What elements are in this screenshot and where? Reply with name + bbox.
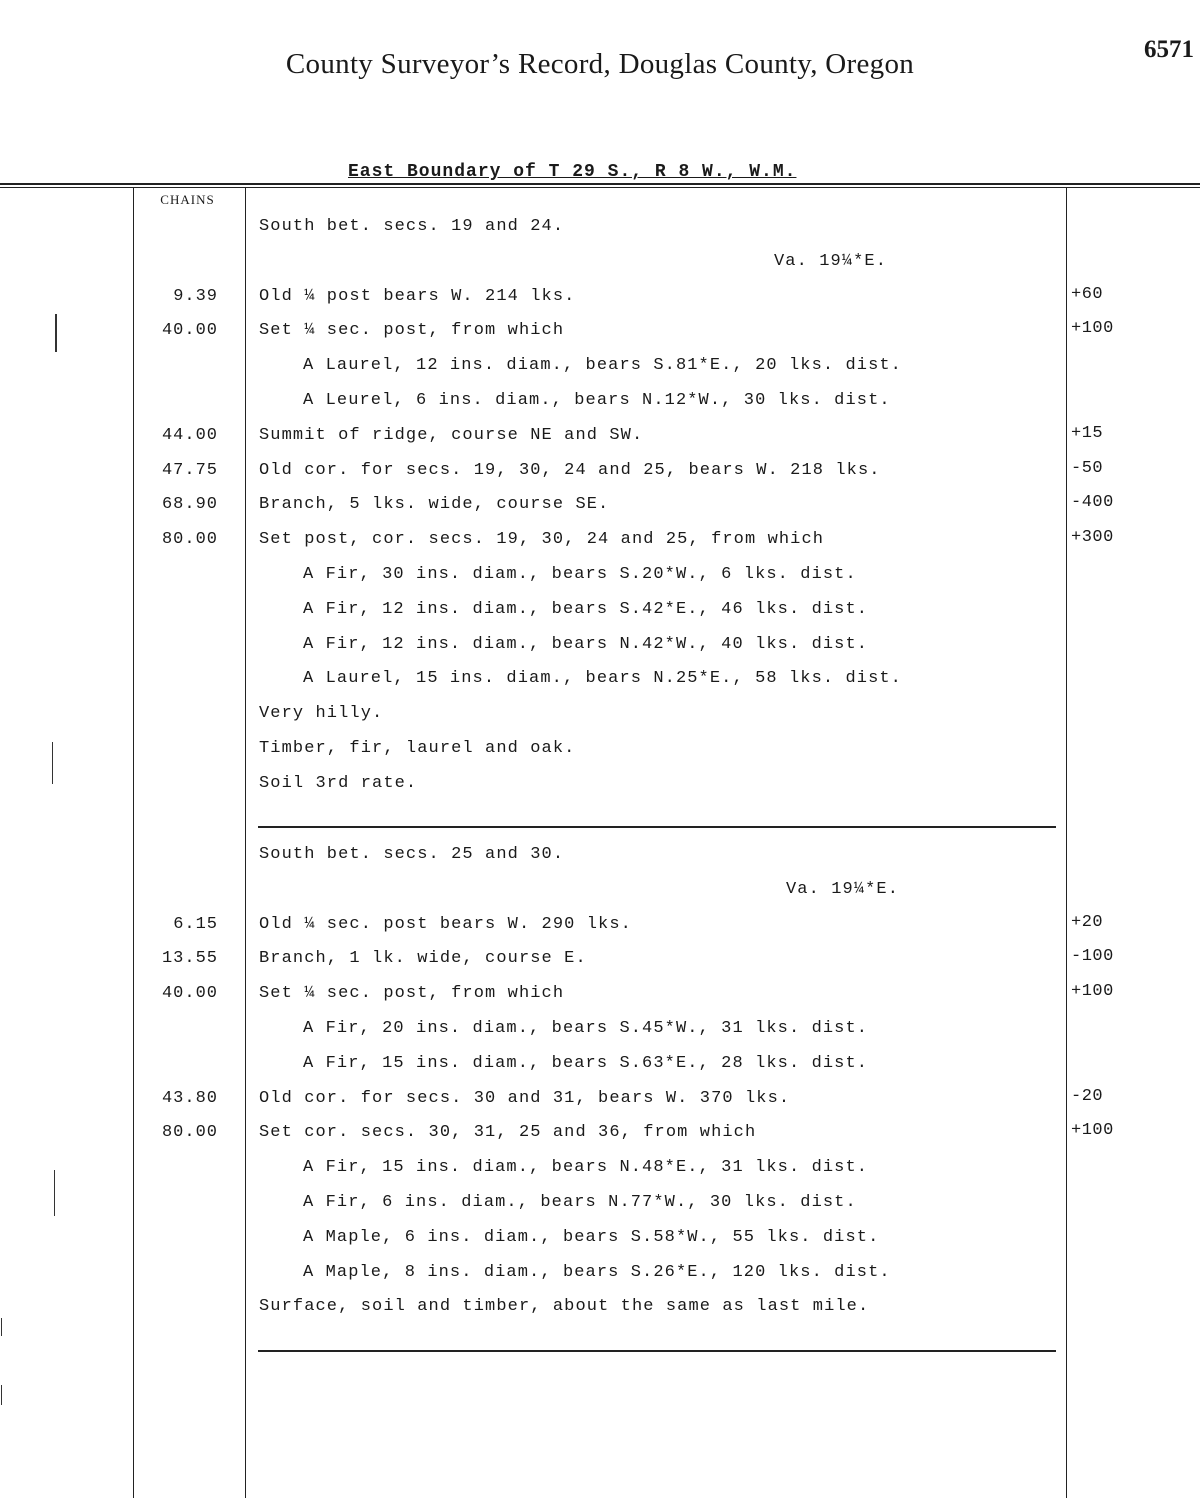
page-number: 6571 bbox=[1144, 36, 1194, 63]
section-title: East Boundary of T 29 S., R 8 W., W.M. bbox=[348, 162, 797, 182]
elevation-change: -400 bbox=[1071, 493, 1114, 513]
survey-entry: Old ¼ post bears W. 214 lks. bbox=[259, 286, 576, 306]
margin-binding-mark bbox=[55, 314, 57, 352]
chains-distance: 44.00 bbox=[161, 425, 218, 445]
margin-binding-mark bbox=[1, 1385, 2, 1405]
survey-entry: Branch, 5 lks. wide, course SE. bbox=[259, 495, 610, 515]
bearing-tree-entry: A Fir, 20 ins. diam., bears S.45*W., 31 lks. dist. bbox=[303, 1019, 869, 1038]
chains-distance: 68.90 bbox=[161, 495, 218, 515]
elevation-change: +300 bbox=[1071, 528, 1114, 548]
magnetic-variation: Va. 19¼*E. bbox=[786, 879, 900, 899]
column-rule-right bbox=[1066, 188, 1067, 1498]
elevation-change: +100 bbox=[1071, 319, 1114, 339]
survey-entry: Very hilly. bbox=[259, 704, 384, 724]
elevation-change: +100 bbox=[1071, 1121, 1114, 1141]
chains-distance: 80.00 bbox=[161, 1123, 218, 1143]
bearing-tree-entry: A Laurel, 15 ins. diam., bears N.25*E., 58 lks. dist. bbox=[303, 669, 902, 689]
survey-entry: Set post, cor. secs. 19, 30, 24 and 25, from which bbox=[259, 530, 825, 550]
chains-distance: 6.15 bbox=[173, 914, 218, 934]
bearing-tree-entry: A Fir, 30 ins. diam., bears S.20*W., 6 lks. dist. bbox=[303, 565, 857, 584]
elevation-change: +60 bbox=[1071, 284, 1104, 304]
chains-distance: 80.00 bbox=[161, 530, 218, 550]
block-heading: South bet. secs. 19 and 24. bbox=[259, 217, 565, 236]
chains-column-header: CHAINS bbox=[160, 192, 215, 207]
survey-entry: Old cor. for secs. 19, 30, 24 and 25, bears W. 218 lks. bbox=[259, 460, 881, 480]
survey-entry: Surface, soil and timber, about the same as last mile. bbox=[259, 1297, 870, 1317]
column-rule-left bbox=[133, 188, 134, 1498]
chains-distance: 47.75 bbox=[161, 460, 218, 480]
survey-entry: Timber, fir, laurel and oak. bbox=[259, 739, 576, 758]
elevation-change: +100 bbox=[1071, 982, 1114, 1002]
block-heading: South bet. secs. 25 and 30. bbox=[259, 845, 565, 864]
bearing-tree-entry: A Fir, 15 ins. diam., bears S.63*E., 28 lks. dist. bbox=[303, 1053, 869, 1073]
survey-entry: Old cor. for secs. 30 and 31, bears W. 370 lks. bbox=[259, 1088, 791, 1108]
survey-entry: Set cor. secs. 30, 31, 25 and 36, from which bbox=[259, 1123, 757, 1143]
bearing-tree-entry: A Fir, 12 ins. diam., bears N.42*W., 40 lks. dist. bbox=[303, 634, 869, 654]
bearing-tree-entry: A Fir, 15 ins. diam., bears N.48*E., 31 lks. dist. bbox=[303, 1158, 869, 1178]
elevation-change: +20 bbox=[1071, 912, 1104, 932]
chains-distance: 9.39 bbox=[173, 286, 218, 306]
chains-distance: 43.80 bbox=[161, 1088, 218, 1108]
bearing-tree-entry: A Fir, 12 ins. diam., bears S.42*E., 46 lks. dist. bbox=[303, 599, 869, 619]
block-separator-rule bbox=[258, 1350, 1056, 1352]
elevation-change: -50 bbox=[1071, 458, 1104, 478]
margin-binding-mark bbox=[1, 1318, 2, 1336]
bearing-tree-entry: A Fir, 6 ins. diam., bears N.77*W., 30 lks. dist. bbox=[303, 1193, 857, 1212]
bearing-tree-entry: A Laurel, 12 ins. diam., bears S.81*E., 20 lks. dist. bbox=[303, 356, 902, 376]
survey-entry: Summit of ridge, course NE and SW. bbox=[259, 425, 644, 445]
survey-entry: Set ¼ sec. post, from which bbox=[259, 321, 565, 341]
survey-entry: Branch, 1 lk. wide, course E. bbox=[259, 949, 587, 969]
survey-entry: Soil 3rd rate. bbox=[259, 773, 418, 793]
chains-distance: 40.00 bbox=[161, 321, 218, 341]
chains-distance: 40.00 bbox=[161, 984, 218, 1004]
bearing-tree-entry: A Maple, 8 ins. diam., bears S.26*E., 120 lks. dist. bbox=[303, 1262, 891, 1282]
elevation-change: -20 bbox=[1071, 1086, 1104, 1106]
header-double-rule bbox=[0, 183, 1200, 188]
survey-entry: Set ¼ sec. post, from which bbox=[259, 984, 565, 1004]
bearing-tree-entry: A Leurel, 6 ins. diam., bears N.12*W., 30 lks. dist. bbox=[303, 391, 891, 410]
margin-binding-mark bbox=[52, 742, 53, 784]
chains-distance: 13.55 bbox=[161, 949, 218, 969]
elevation-change: -100 bbox=[1071, 947, 1114, 967]
magnetic-variation: Va. 19¼*E. bbox=[774, 251, 888, 271]
margin-binding-mark bbox=[54, 1170, 55, 1216]
page-header-title: County Surveyor’s Record, Douglas County, Oregon bbox=[285, 48, 915, 80]
column-rule-middle bbox=[245, 188, 246, 1498]
bearing-tree-entry: A Maple, 6 ins. diam., bears S.58*W., 55 lks. dist. bbox=[303, 1227, 880, 1247]
block-separator-rule bbox=[258, 826, 1056, 828]
survey-entry: Old ¼ sec. post bears W. 290 lks. bbox=[259, 914, 632, 934]
elevation-change: +15 bbox=[1071, 423, 1104, 443]
